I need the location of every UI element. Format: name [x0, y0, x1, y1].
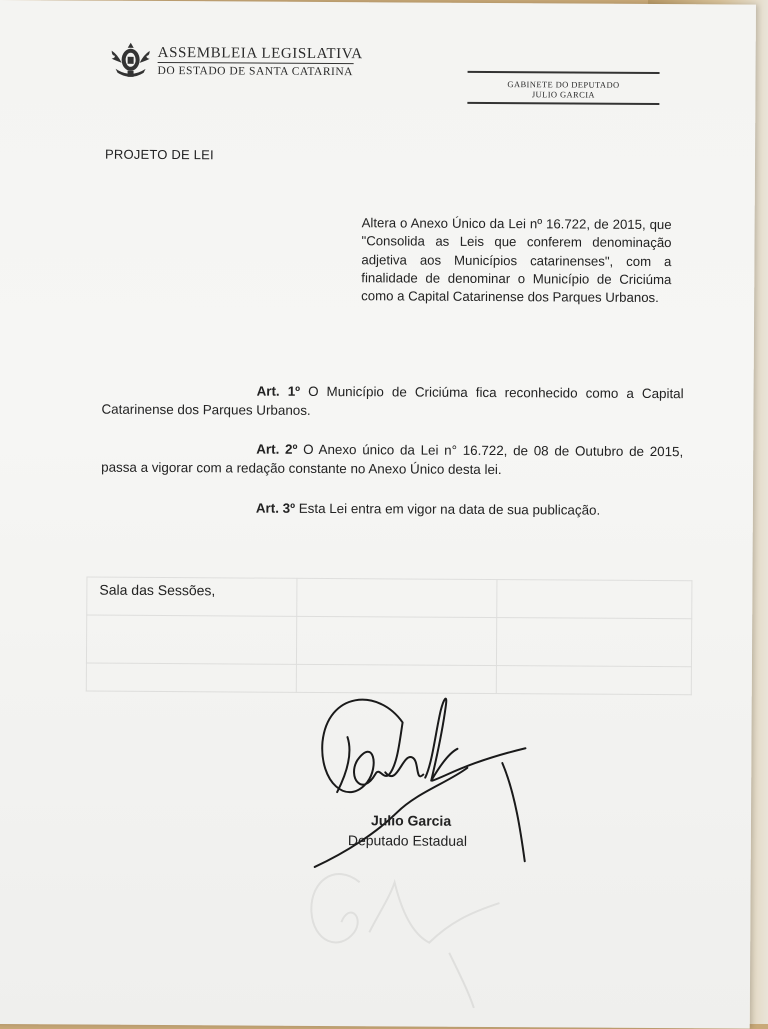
signer-role: Deputado Estadual — [347, 832, 468, 849]
article-2-label: Art. 2º — [256, 441, 298, 457]
office-stamp — [467, 71, 659, 105]
office-title: GABINETE DO DEPUTADO — [507, 79, 620, 90]
article-3-label: Art. 3º — [255, 500, 296, 516]
article-1-label: Art. 1º — [256, 383, 301, 399]
signer-name: Julio Garcia — [370, 812, 452, 829]
coat-of-arms-icon — [108, 39, 154, 81]
bill-summary: Altera o Anexo Único da Lei nº 16.722, de 2015, que "Consolida as Leis que conferem denominação adjetiva aos Municípios catarinenses", com a finalidade de denominar o Município de Criciúma como a Capital Catarinense dos Parques Urbanos. — [361, 215, 672, 306]
office-stamp-top-rule — [468, 71, 660, 74]
article-1-text: O Município de Criciúma fica reconhecido como a Capital Catarinense dos Parques Urbanos. — [101, 383, 684, 418]
article-3 — [101, 499, 683, 521]
office-deputy-name: JULIO GARCIA — [531, 89, 596, 100]
closing-line: Sala das Sessões, — [99, 581, 216, 599]
document-type: PROJETO DE LEI — [105, 146, 214, 163]
office-stamp-bottom-rule — [467, 102, 659, 105]
institution-name: ASSEMBLEIA LEGISLATIVA — [157, 44, 363, 63]
article-1 — [101, 382, 683, 423]
header-divider — [158, 62, 354, 64]
bleed-through-signature — [299, 862, 520, 1013]
article-2 — [101, 440, 683, 481]
article-3-text: Esta Lei entra em vigor na data de sua publicação. — [294, 500, 601, 518]
article-2-text: O Anexo único da Lei n° 16.722, de 08 de Outubro de 2015, passa a vigorar com a redação constante no Anexo Único desta lei. — [101, 441, 684, 477]
institution-state: DO ESTADO DE SANTA CATARINA — [157, 64, 353, 79]
